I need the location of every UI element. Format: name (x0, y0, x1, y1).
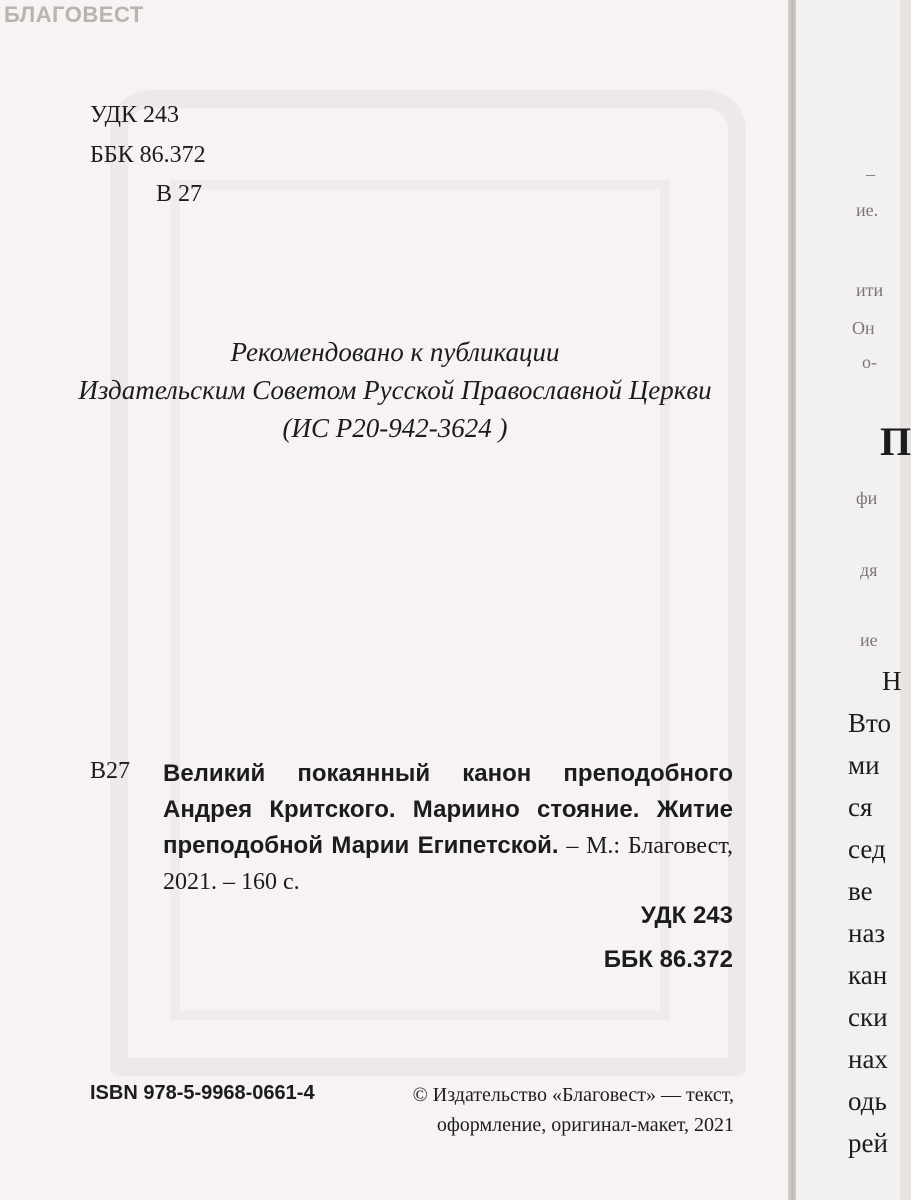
recommendation-line-2: Издательским Советом Русской Православной Церкви (78, 375, 712, 405)
right-page-line: Н (882, 666, 902, 696)
udk-code: УДК 243 (90, 102, 179, 128)
recommendation-line-1: Рекомендовано к публикации (230, 337, 560, 367)
faint-fragment: ити (856, 280, 884, 300)
right-page-line: одь (848, 1086, 887, 1116)
bbk-code: ББК 86.372 (90, 142, 206, 168)
faint-fragment: ие (860, 630, 878, 650)
copyright-line-1: © Издательство «Благовест» — текст, (412, 1084, 734, 1106)
right-page-line: рей (848, 1128, 888, 1158)
right-page-line: наз (848, 918, 886, 948)
faint-fragment: о- (862, 352, 877, 372)
faint-fragment: – (866, 164, 875, 184)
copyright-line-2: оформление, оригинал-макет, 2021 (436, 1114, 734, 1136)
right-page-line: ся (848, 792, 873, 822)
watermark: БЛАГОВЕСТ (4, 2, 144, 27)
right-page-line: сед (848, 834, 886, 864)
entry-udk: УДК 243 (640, 902, 733, 929)
entry-publication: – М.: Благовест, 2021. – 160 с. (163, 833, 733, 895)
entry-code: В27 (90, 758, 131, 784)
entry-title: Великий покаянный канон преподобного Андрея Критского. Мариино стояние. Житие преподобной Марии Египетской. (163, 760, 733, 859)
right-page-heading: П (880, 419, 911, 464)
copyright (364, 1080, 734, 1140)
right-page-line: Вто (848, 708, 891, 738)
author-mark: В 27 (156, 181, 203, 207)
right-page (796, 0, 911, 1200)
isbn: ISBN 978-5-9968-0661-4 (90, 1082, 315, 1104)
faint-fragment: фи (856, 488, 878, 508)
faint-fragment: Он (852, 318, 875, 338)
right-page-line: кан (848, 960, 888, 990)
faint-fragment: дя (860, 560, 878, 580)
entry-bbk: ББК 86.372 (603, 946, 733, 973)
faint-fragment: ие. (856, 200, 879, 220)
bibliographic-entry (163, 756, 733, 900)
right-page-line: ски (848, 1002, 888, 1032)
recommendation-code: (ИС Р20-942-3624 ) (282, 413, 508, 443)
right-page-line: ми (848, 750, 880, 780)
right-page-line: ве (848, 876, 873, 906)
right-page-line: нах (848, 1044, 888, 1074)
